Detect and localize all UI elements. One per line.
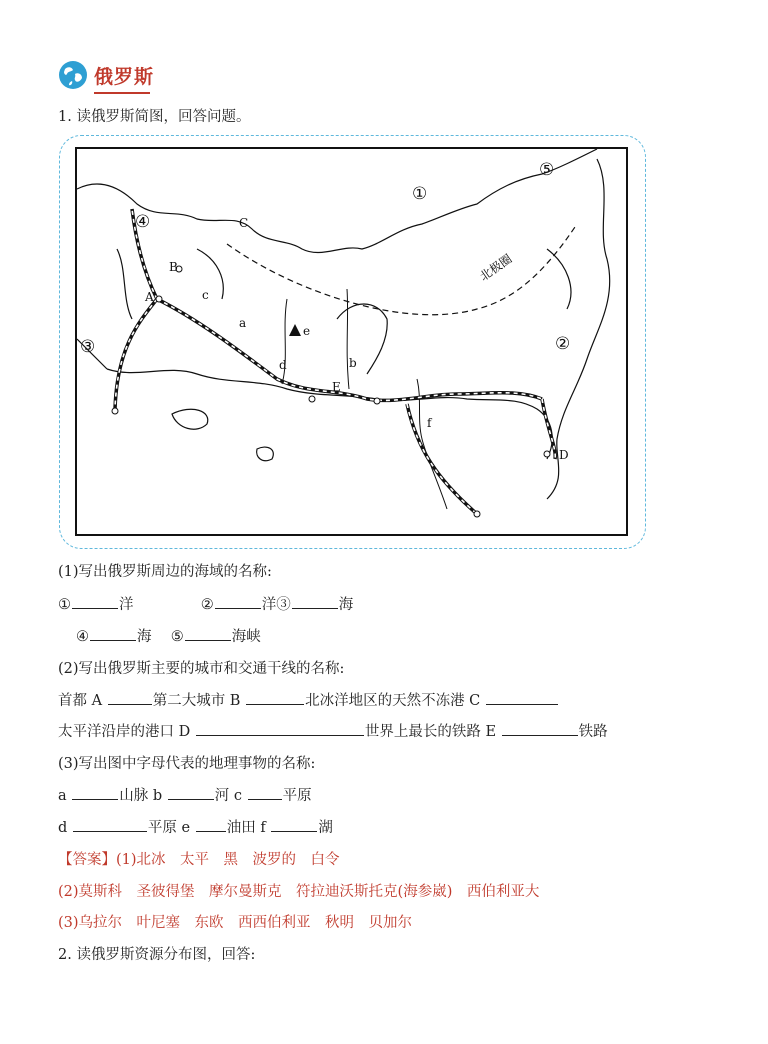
blank-label-5: ⑤ <box>170 629 184 645</box>
blank-label-2: ② <box>200 597 214 613</box>
label-f: 油田 f <box>226 820 271 836</box>
answer-blank[interactable] <box>502 721 578 736</box>
railway-suffix: 铁路 <box>578 724 608 740</box>
capital-label: 首都 A <box>58 693 107 709</box>
pacific-port-label: 太平洋沿岸的港口 D <box>58 724 195 740</box>
sub-question-3: (3)写出图中字母代表的地理事物的名称: <box>58 756 316 772</box>
map-label-d: d <box>279 358 287 372</box>
section-header <box>58 60 154 90</box>
map-label-sea3: ③ <box>80 337 96 357</box>
answer-blank[interactable] <box>196 721 364 736</box>
question-1-prompt: 1. 读俄罗斯简图，回答问题。 <box>58 109 251 125</box>
sub-question-1: (1)写出俄罗斯周边的海域的名称: <box>58 564 272 580</box>
answer-blank[interactable] <box>90 626 136 641</box>
blank-suffix-1: 洋 <box>119 597 134 613</box>
sub-question-3-line-1 <box>58 784 312 805</box>
map-label-arctic-circle: 北极圈 <box>477 251 515 284</box>
section-title: 俄罗斯 <box>94 65 155 88</box>
sub-question-1-line-2 <box>76 625 261 646</box>
label-a: a <box>58 788 72 804</box>
answer-blank[interactable] <box>248 785 282 800</box>
blank-suffix-2: 洋③ <box>261 597 291 613</box>
answer-blank[interactable] <box>486 690 558 705</box>
sub-question-2-line-1 <box>58 689 559 710</box>
sub-question-1-line-1 <box>58 593 353 614</box>
answer-blank[interactable] <box>196 817 226 832</box>
answer-blank[interactable] <box>72 785 118 800</box>
answer-blank[interactable] <box>168 785 214 800</box>
answer-blank[interactable] <box>246 690 304 705</box>
question-2-prompt: 2. 读俄罗斯资源分布图，回答: <box>58 947 256 963</box>
answer-blank[interactable] <box>271 817 317 832</box>
map-label-A: A <box>145 290 154 304</box>
ice-free-port-label: 北冰洋地区的天然不冻港 C <box>305 693 485 709</box>
sub-question-2: (2)写出俄罗斯主要的城市和交通干线的名称: <box>58 661 345 677</box>
map-label-b: b <box>349 356 357 370</box>
title-underline <box>94 92 150 94</box>
blank-suffix-3: 海 <box>338 597 354 613</box>
answer-blank[interactable] <box>73 817 147 832</box>
blank-suffix-5: 海峡 <box>231 629 261 645</box>
answer-blank[interactable] <box>108 690 152 705</box>
map-label-strait5: ⑤ <box>539 160 555 180</box>
map-label-f: f <box>427 416 432 430</box>
sub-question-3-line-2 <box>58 816 333 837</box>
label-b: 山脉 b <box>119 788 167 804</box>
label-e: 平原 e <box>147 820 195 836</box>
plain-suffix: 平原 <box>282 788 312 804</box>
second-city-label: 第二大城市 B <box>152 693 246 709</box>
map-label-a: a <box>239 316 247 330</box>
sub-question-2-line-2 <box>58 720 608 741</box>
map-label-c: c <box>202 288 209 302</box>
map-label-E: E <box>332 380 341 394</box>
russia-map <box>75 147 628 536</box>
label-d: d <box>58 820 72 836</box>
blank-label-1: ① <box>58 597 71 613</box>
answer-line-3: (3)乌拉尔 叶尼塞 东欧 西西伯利亚 秋明 贝加尔 <box>58 915 413 931</box>
answer-blank[interactable] <box>185 626 231 641</box>
map-label-ocean2: ② <box>555 334 571 354</box>
answer-blank[interactable] <box>72 594 118 609</box>
map-label-C: C <box>239 216 249 230</box>
russia-map-drawing <box>77 149 626 534</box>
blank-label-4: ④ <box>76 629 89 645</box>
globe-icon <box>58 60 88 90</box>
map-label-sea4: ④ <box>135 212 151 232</box>
label-c: 河 c <box>214 788 247 804</box>
map-label-D: D <box>559 448 569 462</box>
answer-blank[interactable] <box>292 594 338 609</box>
map-label-ocean1: ① <box>412 184 428 204</box>
blank-suffix-4: 海 <box>137 629 152 645</box>
map-label-B: B <box>169 260 178 274</box>
map-label-e: e <box>303 324 311 338</box>
answer-line-1: 【答案】(1)北冰 太平 黑 波罗的 白令 <box>58 852 340 868</box>
answer-line-2: (2)莫斯科 圣彼得堡 摩尔曼斯克 符拉迪沃斯托克(海参崴) 西伯利亚大 <box>58 884 540 900</box>
lake-suffix: 湖 <box>318 820 333 836</box>
longest-railway-label: 世界上最长的铁路 E <box>364 724 501 740</box>
answer-blank[interactable] <box>215 594 261 609</box>
oil-field-icon <box>289 324 301 336</box>
